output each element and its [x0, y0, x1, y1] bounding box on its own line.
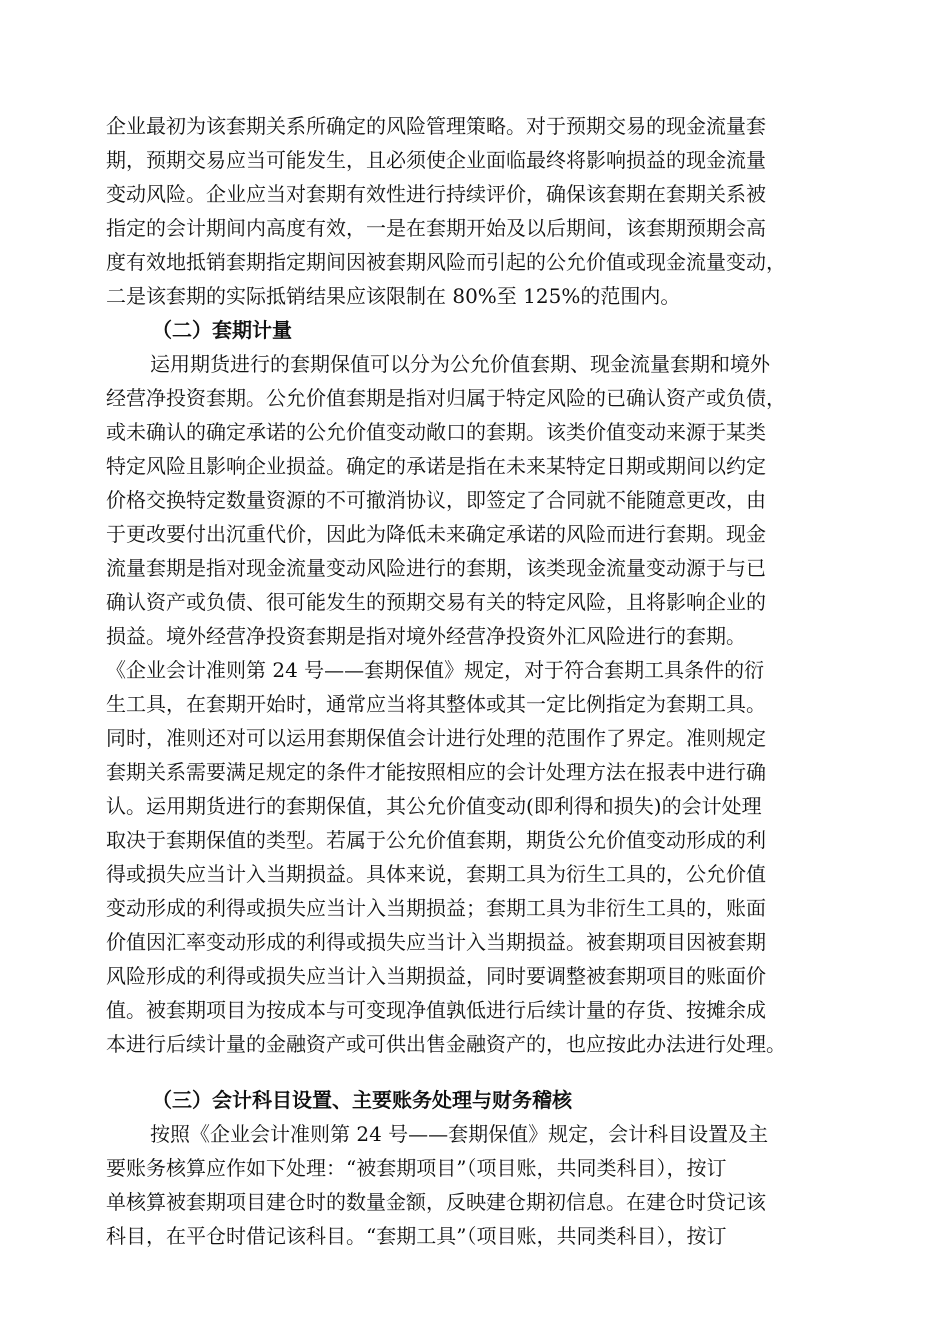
paragraph-line: 价格交换特定数量资源的不可撤消协议，即签定了合同就不能随意更改，由 [106, 488, 766, 512]
paragraph-line: 同时，准则还对可以运用套期保值会计进行处理的范围作了界定。准则规定 [106, 726, 766, 750]
paragraph-line: 值。被套期项目为按成本与可变现净值孰低进行后续计量的存货、按摊余成 [106, 998, 766, 1022]
paragraph-line: 流量套期是指对现金流量变动风险进行的套期，该类现金流量变动源于与已 [106, 556, 766, 580]
paragraph-line: 特定风险且影响企业损益。确定的承诺是指在未来某特定日期或期间以约定 [106, 454, 766, 478]
paragraph-line: 变动形成的利得或损失应当计入当期损益；套期工具为非衍生工具的，账面 [106, 896, 766, 920]
section-heading: （二）套期计量 [152, 318, 292, 342]
paragraph-line: 变动风险。企业应当对套期有效性进行持续评价，确保该套期在套期关系被 [106, 182, 766, 206]
paragraph-line: 于更改要付出沉重代价，因此为降低未来确定承诺的风险而进行套期。现金 [106, 522, 766, 546]
paragraph-line: 认。运用期货进行的套期保值，其公允价值变动(即利得和损失)的会计处理 [106, 794, 762, 818]
paragraph-line: 价值因汇率变动形成的利得或损失应当计入当期损益。被套期项目因被套期 [106, 930, 766, 954]
paragraph-line: 期，预期交易应当可能发生，且必须使企业面临最终将影响损益的现金流量 [106, 148, 766, 172]
paragraph-line: 要账务核算应作如下处理：“被套期项目”（项目账，共同类科目），按订 [106, 1156, 727, 1180]
paragraph-line: 取决于套期保值的类型。若属于公允价值套期，期货公允价值变动形成的利 [106, 828, 766, 852]
paragraph-line: 企业最初为该套期关系所确定的风险管理策略。对于预期交易的现金流量套 [106, 114, 766, 138]
paragraph-line: 套期关系需要满足规定的条件才能按照相应的会计处理方法在报表中进行确 [106, 760, 766, 784]
paragraph-line: 《企业会计准则第 24 号——套期保值》规定，对于符合套期工具条件的衍 [106, 658, 765, 682]
section-heading: （三）会计科目设置、主要账务处理与财务稽核 [152, 1088, 572, 1112]
paragraph-line: 运用期货进行的套期保值可以分为公允价值套期、现金流量套期和境外 [150, 352, 770, 376]
paragraph-line: 二是该套期的实际抵销结果应该限制在 80%至 125%的范围内。 [106, 284, 681, 308]
paragraph-line: 经营净投资套期。公允价值套期是指对归属于特定风险的已确认资产或负债， [106, 386, 786, 410]
paragraph-line: 科目，在平仓时借记该科目。“套期工具”（项目账，共同类科目），按订 [106, 1224, 727, 1248]
paragraph-line: 本进行后续计量的金融资产或可供出售金融资产的，也应按此办法进行处理。 [106, 1032, 786, 1056]
paragraph-line: 度有效地抵销套期指定期间因被套期风险而引起的公允价值或现金流量变动， [106, 250, 786, 274]
paragraph-line: 确认资产或负债、很可能发生的预期交易有关的特定风险，且将影响企业的 [106, 590, 766, 614]
paragraph-line: 生工具，在套期开始时，通常应当将其整体或其一定比例指定为套期工具。 [106, 692, 766, 716]
paragraph-line: 损益。境外经营净投资套期是指对境外经营净投资外汇风险进行的套期。 [106, 624, 746, 648]
paragraph-line: 或未确认的确定承诺的公允价值变动敞口的套期。该类价值变动来源于某类 [106, 420, 766, 444]
paragraph-line: 得或损失应当计入当期损益。具体来说，套期工具为衍生工具的，公允价值 [106, 862, 766, 886]
paragraph-line: 按照《企业会计准则第 24 号——套期保值》规定，会计科目设置及主 [150, 1122, 769, 1146]
paragraph-line: 指定的会计期间内高度有效，一是在套期开始及以后期间，该套期预期会高 [106, 216, 766, 240]
paragraph-line: 风险形成的利得或损失应当计入当期损益，同时要调整被套期项目的账面价 [106, 964, 766, 988]
paragraph-line: 单核算被套期项目建仓时的数量金额，反映建仓期初信息。在建仓时贷记该 [106, 1190, 766, 1214]
